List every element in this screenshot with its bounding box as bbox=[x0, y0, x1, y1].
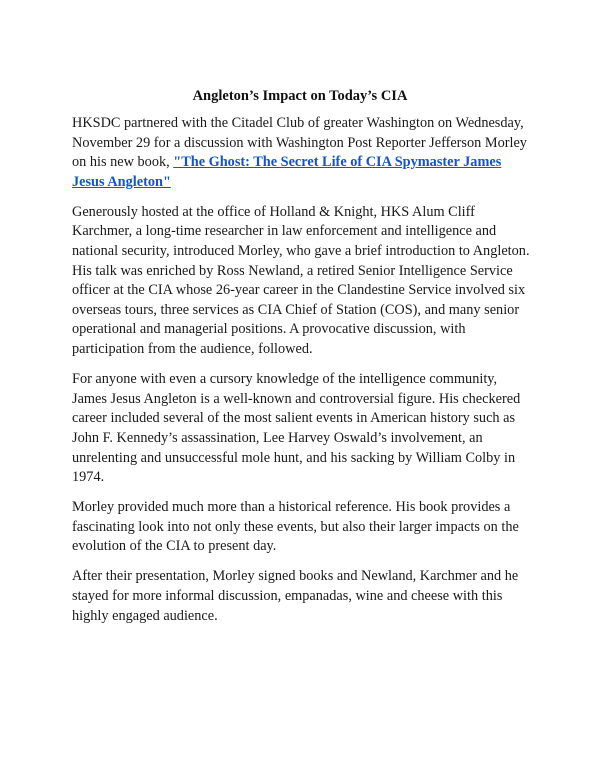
book-title-link[interactable]: "The Ghost: The Secret Life of CIA Spymaster James Jesus Angleton" bbox=[72, 154, 502, 190]
paragraph-book: Morley provided much more than a historical reference. His book provides a fascinating look into not only these events, but also their larger impacts on the evolution of the CIA to present day. bbox=[72, 499, 519, 555]
paragraph-host: Generously hosted at the office of Holland & Knight, HKS Alum Cliff Karchmer, a long-time researcher in law enforcement and intelligence and national security, introduced Morley, who gave a brief introduction to Angleton. His talk was enriched by Ross Newland, a retired Senior Intelligence Service officer at the CIA whose 26-year career in the Clandestine Service involved six overseas tours, three services as CIA Chief of Station (COS), and many senior operational and managerial positions. A provocative discussion, with participation from the audience, followed. bbox=[72, 203, 530, 358]
paragraph-intro bbox=[72, 114, 532, 192]
document-title: Angleton’s Impact on Today’s CIA bbox=[192, 88, 408, 104]
paragraph-intro-text: HKSDC partnered with the Citadel Club of greater Washington on Wednesday, November 29 for a discussion with Washington Post Reporter Jefferson Morley on his new book, bbox=[72, 115, 527, 171]
document-body bbox=[72, 114, 532, 637]
paragraph-closing: After their presentation, Morley signed books and Newland, Karchmer and he stayed for more informal discussion, empanadas, wine and cheese with this highly engaged audience. bbox=[72, 568, 519, 624]
paragraph-angleton: For anyone with even a cursory knowledge of the intelligence community, James Jesus Angleton is a well-known and controversial figure. His checkered career included several of the most salient events in American history such as John F. Kennedy’s assassination, Lee Harvey Oswald’s involvement, an unrelenting and unsuccessful mole hunt, and his sacking by William Colby in 1974. bbox=[72, 371, 521, 486]
